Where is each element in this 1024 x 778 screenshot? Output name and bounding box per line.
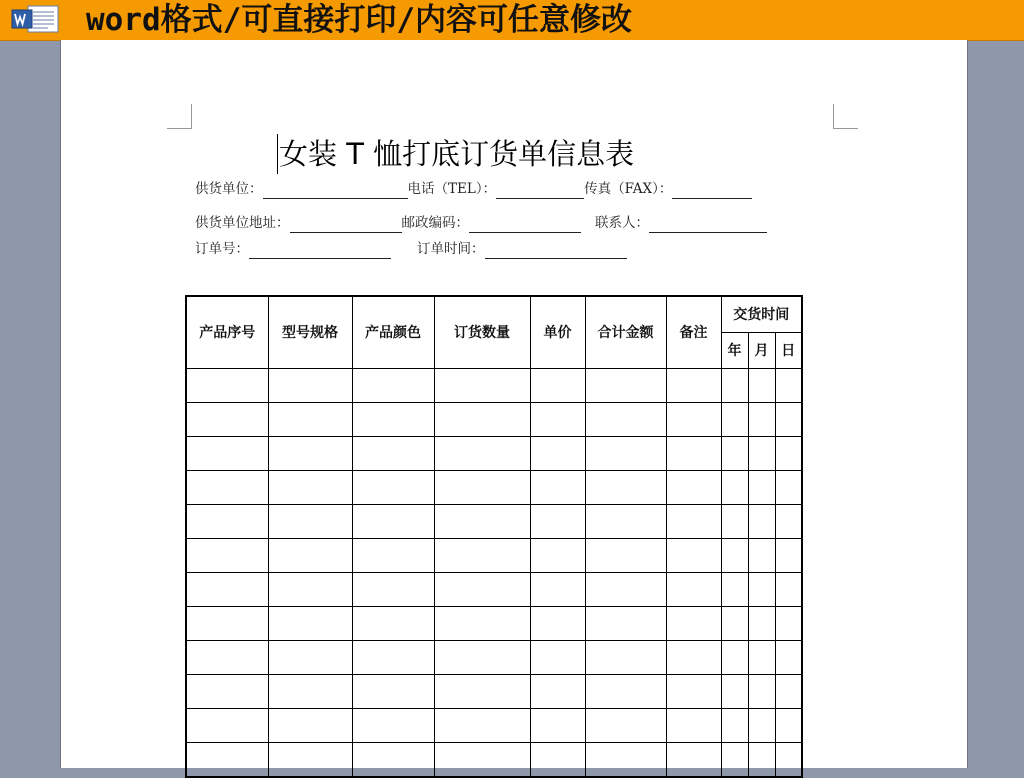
- column-header-model-spec: 型号规格: [268, 296, 352, 368]
- column-header-total: 合计金额: [585, 296, 666, 368]
- table-cell[interactable]: [666, 640, 721, 674]
- table-cell[interactable]: [268, 606, 352, 640]
- supplier-address-label: 供货单位地址：: [195, 215, 290, 231]
- table-cell[interactable]: [775, 470, 802, 504]
- table-cell[interactable]: [748, 674, 775, 708]
- table-cell[interactable]: [748, 572, 775, 606]
- table-cell[interactable]: [434, 572, 530, 606]
- column-header-delivery-time: 交货时间: [721, 296, 802, 332]
- table-cell[interactable]: [186, 436, 268, 470]
- table-row: [186, 402, 802, 436]
- table-cell[interactable]: [434, 368, 530, 402]
- contact-blank[interactable]: [649, 217, 767, 233]
- table-cell[interactable]: [721, 368, 748, 402]
- table-cell[interactable]: [721, 742, 748, 777]
- table-cell[interactable]: [434, 708, 530, 742]
- table-cell[interactable]: [666, 470, 721, 504]
- table-cell[interactable]: [186, 572, 268, 606]
- order-no-label: 订单号：: [195, 241, 249, 257]
- table-cell[interactable]: [268, 674, 352, 708]
- supplier-label: 供货单位：: [195, 181, 263, 197]
- postal-code-label: 邮政编码：: [401, 215, 469, 231]
- contact-label: 联系人：: [595, 215, 649, 231]
- table-cell[interactable]: [268, 708, 352, 742]
- table-cell[interactable]: [666, 368, 721, 402]
- table-cell[interactable]: [585, 708, 666, 742]
- word-document-icon: [8, 4, 64, 34]
- table-cell[interactable]: [666, 538, 721, 572]
- column-header-remarks: 备注: [666, 296, 721, 368]
- table-cell[interactable]: [721, 470, 748, 504]
- table-cell[interactable]: [585, 402, 666, 436]
- table-cell[interactable]: [530, 436, 585, 470]
- table-cell[interactable]: [721, 674, 748, 708]
- table-cell[interactable]: [721, 606, 748, 640]
- fax-label: 传真（FAX）：: [584, 181, 673, 197]
- table-cell[interactable]: [268, 742, 352, 777]
- table-cell[interactable]: [666, 572, 721, 606]
- table-row: [186, 368, 802, 402]
- table-cell[interactable]: [186, 742, 268, 777]
- table-cell[interactable]: [721, 538, 748, 572]
- table-row: [186, 742, 802, 777]
- table-cell[interactable]: [352, 606, 434, 640]
- table-cell[interactable]: [268, 640, 352, 674]
- table-cell[interactable]: [352, 572, 434, 606]
- table-cell[interactable]: [530, 470, 585, 504]
- table-cell[interactable]: [352, 640, 434, 674]
- table-cell[interactable]: [186, 504, 268, 538]
- table-cell[interactable]: [748, 538, 775, 572]
- table-row: [186, 538, 802, 572]
- postal-code-blank[interactable]: [469, 217, 581, 233]
- table-cell[interactable]: [352, 742, 434, 777]
- order-time-blank[interactable]: [485, 243, 627, 259]
- column-header-unit-price: 单价: [530, 296, 585, 368]
- column-header-product-no: 产品序号: [186, 296, 268, 368]
- field-row-supplier: [195, 179, 752, 199]
- text-cursor: [277, 134, 278, 174]
- table-cell[interactable]: [268, 402, 352, 436]
- table-cell[interactable]: [434, 742, 530, 777]
- table-cell[interactable]: [666, 742, 721, 777]
- field-row-order: [195, 239, 627, 259]
- order-table: [185, 295, 803, 778]
- table-cell[interactable]: [530, 708, 585, 742]
- table-row: [186, 640, 802, 674]
- table-cell[interactable]: [268, 504, 352, 538]
- table-cell[interactable]: [186, 674, 268, 708]
- crop-mark-top-right: [833, 104, 858, 129]
- table-cell[interactable]: [775, 572, 802, 606]
- table-cell[interactable]: [775, 368, 802, 402]
- table-cell[interactable]: [585, 504, 666, 538]
- table-cell[interactable]: [186, 402, 268, 436]
- table-cell[interactable]: [186, 368, 268, 402]
- table-cell[interactable]: [530, 606, 585, 640]
- table-cell[interactable]: [721, 436, 748, 470]
- table-row: [186, 470, 802, 504]
- table-cell[interactable]: [352, 368, 434, 402]
- table-cell[interactable]: [748, 640, 775, 674]
- crop-mark-top-left: [167, 104, 192, 129]
- column-header-day: 日: [775, 332, 802, 368]
- table-cell[interactable]: [186, 538, 268, 572]
- table-cell[interactable]: [585, 572, 666, 606]
- table-cell[interactable]: [268, 436, 352, 470]
- table-cell[interactable]: [268, 538, 352, 572]
- table-cell[interactable]: [666, 402, 721, 436]
- table-cell[interactable]: [775, 504, 802, 538]
- table-cell[interactable]: [748, 742, 775, 777]
- table-cell[interactable]: [186, 708, 268, 742]
- table-cell[interactable]: [585, 640, 666, 674]
- table-cell[interactable]: [268, 368, 352, 402]
- table-cell[interactable]: [434, 606, 530, 640]
- table-cell[interactable]: [434, 674, 530, 708]
- table-cell[interactable]: [721, 572, 748, 606]
- table-cell[interactable]: [585, 436, 666, 470]
- table-cell[interactable]: [721, 708, 748, 742]
- fax-blank[interactable]: [672, 183, 752, 199]
- phone-blank[interactable]: [496, 183, 584, 199]
- order-time-label: 订单时间：: [417, 241, 485, 257]
- table-cell[interactable]: [748, 368, 775, 402]
- table-row: [186, 436, 802, 470]
- table-cell[interactable]: [585, 470, 666, 504]
- table-cell[interactable]: [530, 538, 585, 572]
- table-cell[interactable]: [530, 640, 585, 674]
- document-page: [60, 40, 968, 768]
- table-row: [186, 606, 802, 640]
- table-cell[interactable]: [775, 674, 802, 708]
- table-cell[interactable]: [775, 606, 802, 640]
- table-cell[interactable]: [748, 708, 775, 742]
- table-cell[interactable]: [434, 504, 530, 538]
- table-cell[interactable]: [748, 606, 775, 640]
- table-cell[interactable]: [585, 606, 666, 640]
- table-cell[interactable]: [434, 436, 530, 470]
- table-cell[interactable]: [530, 674, 585, 708]
- table-cell[interactable]: [530, 402, 585, 436]
- supplier-blank[interactable]: [263, 183, 408, 199]
- table-body: [186, 368, 802, 777]
- order-no-blank[interactable]: [249, 243, 391, 259]
- table-cell[interactable]: [748, 436, 775, 470]
- table-cell[interactable]: [775, 538, 802, 572]
- table-cell[interactable]: [585, 368, 666, 402]
- table-cell[interactable]: [530, 572, 585, 606]
- table-cell[interactable]: [352, 538, 434, 572]
- table-cell[interactable]: [434, 470, 530, 504]
- table-cell[interactable]: [775, 708, 802, 742]
- table-row: [186, 504, 802, 538]
- table-cell[interactable]: [530, 504, 585, 538]
- table-cell[interactable]: [530, 742, 585, 777]
- table-cell[interactable]: [721, 402, 748, 436]
- table-cell[interactable]: [666, 436, 721, 470]
- field-row-address: [195, 213, 767, 233]
- column-header-month: 月: [748, 332, 775, 368]
- column-header-color: 产品颜色: [352, 296, 434, 368]
- table-cell[interactable]: [666, 504, 721, 538]
- column-header-quantity: 订货数量: [434, 296, 530, 368]
- table-cell[interactable]: [434, 402, 530, 436]
- table-cell[interactable]: [585, 742, 666, 777]
- table-cell[interactable]: [186, 606, 268, 640]
- top-banner: [0, 0, 1024, 41]
- table-cell[interactable]: [775, 742, 802, 777]
- table-cell[interactable]: [352, 674, 434, 708]
- table-cell[interactable]: [352, 470, 434, 504]
- table-cell[interactable]: [352, 402, 434, 436]
- table-cell[interactable]: [666, 606, 721, 640]
- table-cell[interactable]: [666, 674, 721, 708]
- table-cell[interactable]: [585, 674, 666, 708]
- table-cell[interactable]: [352, 708, 434, 742]
- table-cell[interactable]: [775, 402, 802, 436]
- table-cell[interactable]: [352, 436, 434, 470]
- table-row: [186, 708, 802, 742]
- table-cell[interactable]: [268, 572, 352, 606]
- table-cell[interactable]: [434, 640, 530, 674]
- table-cell[interactable]: [775, 640, 802, 674]
- table-cell[interactable]: [434, 538, 530, 572]
- banner-text: word格式/可直接打印/内容可任意修改: [86, 2, 632, 38]
- table-cell[interactable]: [585, 538, 666, 572]
- table-row: [186, 572, 802, 606]
- table-cell[interactable]: [186, 640, 268, 674]
- table-cell[interactable]: [748, 470, 775, 504]
- table-cell[interactable]: [268, 470, 352, 504]
- table-cell[interactable]: [530, 368, 585, 402]
- table-cell[interactable]: [721, 504, 748, 538]
- table-cell[interactable]: [775, 436, 802, 470]
- column-header-year: 年: [721, 332, 748, 368]
- table-cell[interactable]: [666, 708, 721, 742]
- table-row: [186, 674, 802, 708]
- table-cell[interactable]: [748, 402, 775, 436]
- table-cell[interactable]: [352, 504, 434, 538]
- table-cell[interactable]: [748, 504, 775, 538]
- supplier-address-blank[interactable]: [290, 217, 402, 233]
- phone-label: 电话（TEL）：: [407, 181, 497, 197]
- document-title[interactable]: 女装 T 恤打底订货单信息表: [279, 137, 635, 171]
- table-cell[interactable]: [721, 640, 748, 674]
- table-cell[interactable]: [186, 470, 268, 504]
